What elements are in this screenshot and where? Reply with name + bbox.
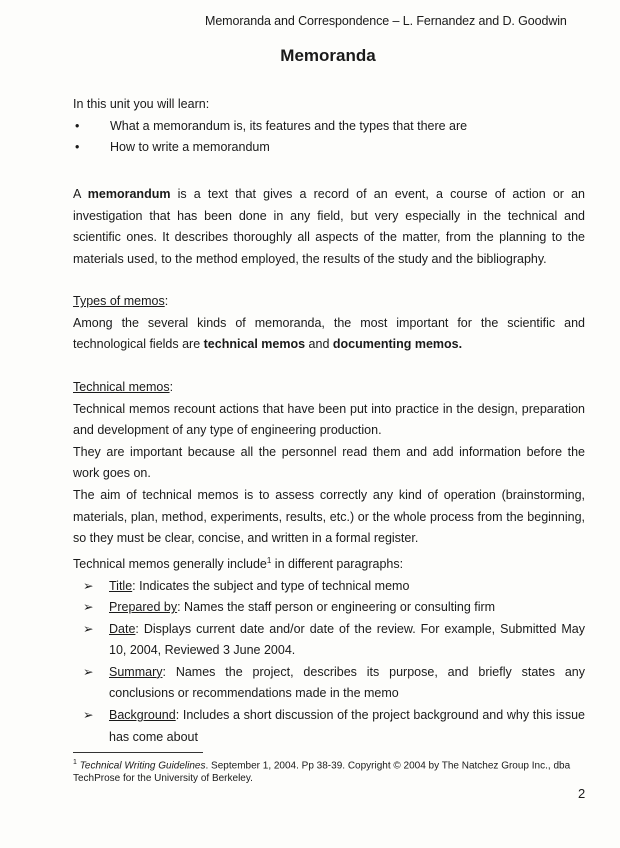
item-term: Date: [109, 621, 136, 636]
footnote-source-title: Technical Writing Guidelines: [79, 760, 206, 772]
heading-colon: :: [164, 294, 169, 308]
list-item: [83, 619, 585, 662]
page-number: 2: [578, 786, 586, 801]
technical-paragraph-3: The aim of technical memos is to assess correctly any kind of operation (brainstorming, materials, plan, method, experiments, results, etc.) or the whole process from the beginning, so they must be clear, concise, and written in a formal register.: [73, 487, 585, 546]
heading-colon: :: [169, 380, 174, 394]
bullet-icon: •: [75, 140, 80, 155]
arrow-icon: ➢: [83, 621, 94, 636]
technical-paragraph-4: [73, 550, 585, 576]
footnote-ref: 1: [266, 555, 272, 565]
include-text-end: in different paragraphs:: [271, 556, 404, 571]
list-item: [73, 137, 585, 159]
item-text: : Includes a short discussion of the project background and why this issue has come about: [109, 708, 585, 744]
item-text: : Names the staff person or engineering or consulting firm: [177, 600, 496, 615]
arrow-icon: ➢: [83, 708, 94, 723]
list-item: [83, 597, 585, 619]
technical-memos-section: [73, 377, 585, 748]
list-item: [83, 576, 585, 598]
item-text: : Indicates the subject and type of technical memo: [132, 578, 410, 593]
include-text: Technical memos generally include: [73, 556, 267, 571]
types-section: [73, 291, 585, 356]
term-technical-memos: technical memos: [203, 337, 306, 352]
section-heading-types: Types of memos: [73, 294, 165, 308]
footnote-divider: [73, 752, 203, 753]
definition-paragraph: [73, 184, 585, 270]
types-conjunction: and: [305, 337, 333, 352]
footnote: [73, 756, 583, 785]
item-term: Summary: [109, 664, 163, 679]
list-item: [73, 116, 585, 138]
technical-paragraph-2: They are important because all the personnel read them and add information before the work goes on.: [73, 444, 585, 481]
term-documenting-memos: documenting memos.: [332, 337, 463, 352]
types-text: Among the several kinds of memoranda, the most important for the scientific and technological fields are: [73, 315, 585, 352]
section-heading-technical: Technical memos: [73, 380, 170, 394]
item-term: Title: [109, 578, 133, 593]
definition-pre: A: [73, 187, 88, 201]
technical-paragraph-1: Technical memos recount actions that have been put into practice in the design, preparation and development of any type of engineering production.: [73, 401, 585, 438]
list-item-text: What a memorandum is, its features and the types that there are: [110, 118, 468, 133]
memo-parts-list: [83, 576, 585, 749]
definition-term: memorandum: [87, 187, 171, 201]
arrow-icon: ➢: [83, 578, 94, 593]
page-title: Memoranda: [280, 46, 376, 65]
list-item-text: How to write a memorandum: [110, 140, 270, 155]
list-item: [83, 705, 585, 748]
running-header: Memoranda and Correspondence – L. Fernandez and D. Goodwin: [205, 14, 567, 28]
arrow-icon: ➢: [83, 600, 94, 615]
item-term: Background: [109, 708, 176, 723]
learning-objectives: [73, 94, 585, 159]
footnote-text: . September 1, 2004. Pp 38-39. Copyright © 2004 by The Natchez Group Inc., dba TechProse for the University of Berkeley.: [73, 760, 571, 785]
item-term: Prepared by: [109, 600, 178, 615]
item-text: : Displays current date and/or date of the review. For example, Submitted May 10, 2004, Reviewed 3 June 2004.: [109, 621, 585, 658]
objectives-lead: In this unit you will learn:: [73, 97, 210, 111]
definition-text: is a text that gives a record of an event, a course of action or an investigation that has been done in any field, but very especially in the technical and scientific ones. It describes thoroughly all aspects of the matter, from the planning to the materials used, to the method employed, the results of the study and the bibliography.: [73, 187, 585, 266]
list-item: [83, 662, 585, 705]
bullet-icon: •: [75, 118, 80, 133]
footnote-mark: 1: [73, 759, 77, 766]
item-text: : Names the project, describes its purpose, and briefly states any conclusions or recommendations made in the memo: [109, 664, 585, 701]
arrow-icon: ➢: [83, 664, 94, 679]
